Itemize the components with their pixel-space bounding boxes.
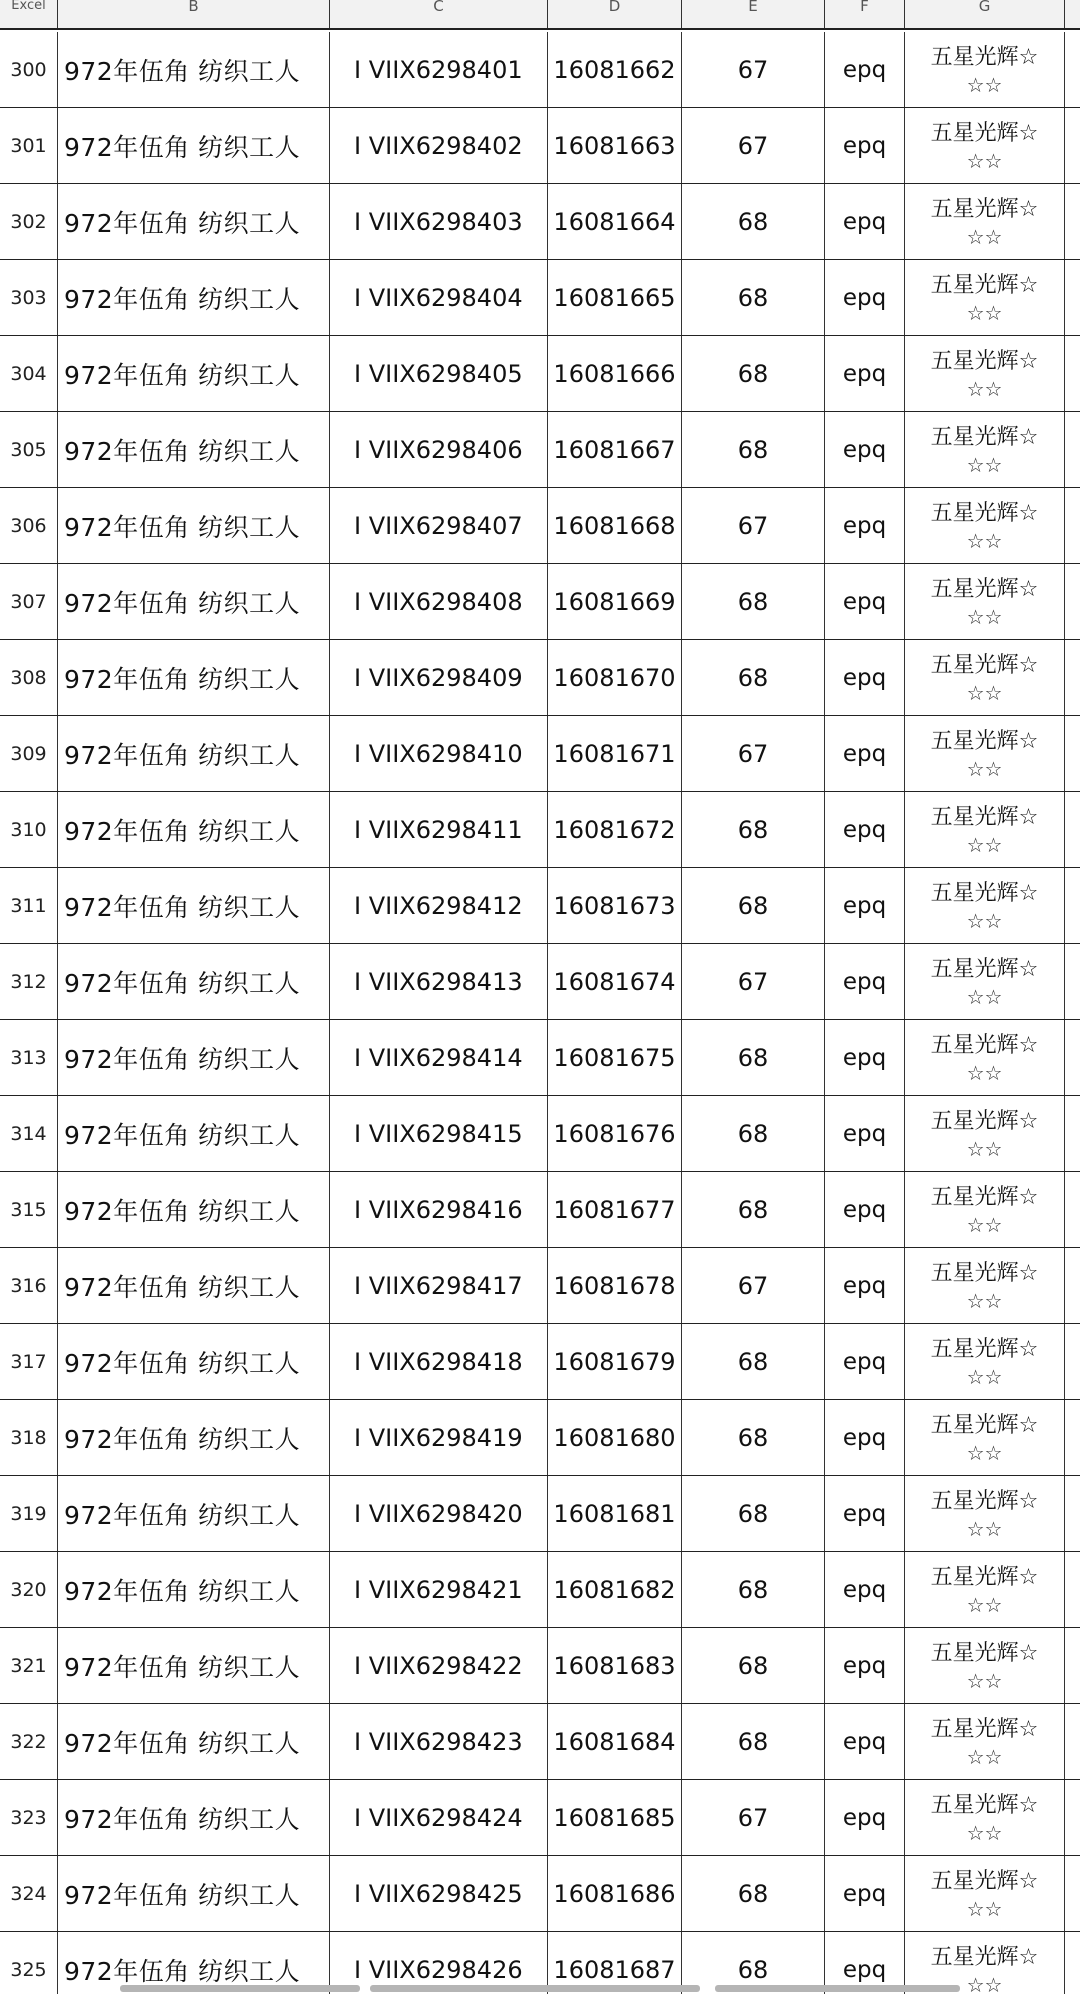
- cell-f-tag[interactable]: epq: [825, 1020, 905, 1095]
- cell-d-code[interactable]: 16081685: [548, 1780, 682, 1855]
- cell-d-code[interactable]: 16081671: [548, 716, 682, 791]
- cell-b-description[interactable]: 972年伍角 纺织工人: [58, 716, 330, 791]
- rating-stars: ☆☆: [966, 300, 1003, 325]
- cell-e-grade[interactable]: 68: [682, 1400, 825, 1475]
- horizontal-scrollbar-segment[interactable]: [370, 1985, 700, 1992]
- table-row: [0, 1400, 1080, 1476]
- table-row: [0, 412, 1080, 488]
- cell-h[interactable]: [1065, 792, 1080, 867]
- rating-label: 五星光辉☆: [930, 500, 1039, 526]
- cell-d-code[interactable]: 16081669: [548, 564, 682, 639]
- row-number[interactable]: 301: [0, 108, 58, 183]
- table-row: [0, 260, 1080, 336]
- cell-e-grade[interactable]: 67: [682, 1780, 825, 1855]
- rating-label: 五星光辉☆: [930, 1868, 1039, 1894]
- cell-d-code[interactable]: 16081680: [548, 1400, 682, 1475]
- cell-c-serial[interactable]: I VIIX6298419: [330, 1400, 548, 1475]
- cell-c-serial[interactable]: I VIIX6298420: [330, 1476, 548, 1551]
- cell-d-code[interactable]: 16081665: [548, 260, 682, 335]
- cell-h[interactable]: [1065, 1628, 1080, 1703]
- cell-b-description[interactable]: 972年伍角 纺织工人: [58, 1780, 330, 1855]
- cell-f-tag[interactable]: epq: [825, 1932, 905, 1994]
- rating-label: 五星光辉☆: [930, 956, 1039, 982]
- table-row: [0, 32, 1080, 108]
- rating-label: 五星光辉☆: [930, 44, 1039, 70]
- cell-g-rating[interactable]: [905, 412, 1065, 487]
- cell-g-rating[interactable]: [905, 1552, 1065, 1627]
- table-row: [0, 336, 1080, 412]
- cell-h[interactable]: [1065, 1400, 1080, 1475]
- cell-c-serial[interactable]: I VIIX6298403: [330, 184, 548, 259]
- rating-stars: ☆☆: [966, 1212, 1003, 1237]
- cell-g-rating[interactable]: [905, 184, 1065, 259]
- cell-b-description[interactable]: 972年伍角 纺织工人: [58, 1704, 330, 1779]
- cell-h[interactable]: [1065, 868, 1080, 943]
- cell-b-description[interactable]: 972年伍角 纺织工人: [58, 1172, 330, 1247]
- table-row: [0, 1704, 1080, 1780]
- cell-d-code[interactable]: 16081662: [548, 32, 682, 107]
- table-row: [0, 1096, 1080, 1172]
- cell-h[interactable]: [1065, 1932, 1080, 1994]
- cell-g-rating[interactable]: [905, 868, 1065, 943]
- cell-d-code[interactable]: 16081677: [548, 1172, 682, 1247]
- row-number[interactable]: 309: [0, 716, 58, 791]
- row-number[interactable]: 307: [0, 564, 58, 639]
- row-number[interactable]: 304: [0, 336, 58, 411]
- rating-label: 五星光辉☆: [930, 1488, 1039, 1514]
- cell-f-tag[interactable]: epq: [825, 1856, 905, 1931]
- cell-b-description[interactable]: 972年伍角 纺织工人: [58, 1552, 330, 1627]
- rating-label: 五星光辉☆: [930, 1412, 1039, 1438]
- cell-h[interactable]: [1065, 1096, 1080, 1171]
- column-header-bar: [0, 0, 1080, 30]
- rating-label: 五星光辉☆: [930, 424, 1039, 450]
- cell-e-grade[interactable]: 68: [682, 1704, 825, 1779]
- cell-h[interactable]: [1065, 412, 1080, 487]
- rating-stars: ☆☆: [966, 1744, 1003, 1769]
- cell-c-serial[interactable]: I VIIX6298423: [330, 1704, 548, 1779]
- cell-g-rating[interactable]: [905, 32, 1065, 107]
- cell-b-description[interactable]: 972年伍角 纺织工人: [58, 32, 330, 107]
- table-row: [0, 564, 1080, 640]
- row-number[interactable]: 324: [0, 1856, 58, 1931]
- rating-label: 五星光辉☆: [930, 120, 1039, 146]
- cell-h[interactable]: [1065, 32, 1080, 107]
- rating-stars: ☆☆: [966, 1136, 1003, 1161]
- cell-b-description[interactable]: 972年伍角 纺织工人: [58, 564, 330, 639]
- cell-e-grade[interactable]: 67: [682, 108, 825, 183]
- rating-label: 五星光辉☆: [930, 1716, 1039, 1742]
- cell-f-tag[interactable]: epq: [825, 184, 905, 259]
- cell-b-description[interactable]: 972年伍角 纺织工人: [58, 1476, 330, 1551]
- cell-h[interactable]: [1065, 564, 1080, 639]
- cell-c-serial[interactable]: I VIIX6298401: [330, 32, 548, 107]
- cell-g-rating[interactable]: [905, 1400, 1065, 1475]
- cell-e-grade[interactable]: 68: [682, 184, 825, 259]
- cell-b-description[interactable]: 972年伍角 纺织工人: [58, 336, 330, 411]
- row-number[interactable]: 314: [0, 1096, 58, 1171]
- cell-e-grade[interactable]: 68: [682, 564, 825, 639]
- cell-h[interactable]: [1065, 944, 1080, 1019]
- table-row: [0, 1856, 1080, 1932]
- cell-f-tag[interactable]: epq: [825, 640, 905, 715]
- cell-b-description[interactable]: 972年伍角 纺织工人: [58, 184, 330, 259]
- cell-h[interactable]: [1065, 640, 1080, 715]
- column-header-c[interactable]: C: [330, 0, 548, 28]
- cell-e-grade[interactable]: 68: [682, 1324, 825, 1399]
- cell-c-serial[interactable]: I VIIX6298409: [330, 640, 548, 715]
- cell-d-code[interactable]: 16081683: [548, 1628, 682, 1703]
- rating-stars: ☆☆: [966, 680, 1003, 705]
- cell-g-rating[interactable]: [905, 1780, 1065, 1855]
- cell-c-serial[interactable]: I VIIX6298415: [330, 1096, 548, 1171]
- cell-e-grade[interactable]: 68: [682, 1552, 825, 1627]
- row-number[interactable]: 316: [0, 1248, 58, 1323]
- cell-f-tag[interactable]: epq: [825, 1248, 905, 1323]
- rating-stars: ☆☆: [966, 376, 1003, 401]
- rating-label: 五星光辉☆: [930, 1108, 1039, 1134]
- cell-d-code[interactable]: 16081682: [548, 1552, 682, 1627]
- cell-g-rating[interactable]: [905, 944, 1065, 1019]
- rating-label: 五星光辉☆: [930, 1640, 1039, 1666]
- row-number[interactable]: 321: [0, 1628, 58, 1703]
- cell-b-description[interactable]: 972年伍角 纺织工人: [58, 488, 330, 563]
- cell-d-code[interactable]: 16081673: [548, 868, 682, 943]
- table-row: [0, 1780, 1080, 1856]
- row-number[interactable]: 311: [0, 868, 58, 943]
- cell-f-tag[interactable]: epq: [825, 1628, 905, 1703]
- cell-g-rating[interactable]: [905, 1096, 1065, 1171]
- cell-e-grade[interactable]: 67: [682, 716, 825, 791]
- cell-d-code[interactable]: 16081675: [548, 1020, 682, 1095]
- column-header-d[interactable]: D: [548, 0, 682, 28]
- cell-b-description[interactable]: 972年伍角 纺织工人: [58, 108, 330, 183]
- cell-b-description[interactable]: 972年伍角 纺织工人: [58, 1020, 330, 1095]
- cell-c-serial[interactable]: I VIIX6298414: [330, 1020, 548, 1095]
- cell-b-description[interactable]: 972年伍角 纺织工人: [58, 868, 330, 943]
- cell-h[interactable]: [1065, 1020, 1080, 1095]
- column-header-b[interactable]: B: [58, 0, 330, 28]
- cell-b-description[interactable]: 972年伍角 纺织工人: [58, 1856, 330, 1931]
- cell-b-description[interactable]: 972年伍角 纺织工人: [58, 412, 330, 487]
- cell-d-code[interactable]: 16081678: [548, 1248, 682, 1323]
- rating-stars: ☆☆: [966, 528, 1003, 553]
- rating-stars: ☆☆: [966, 1060, 1003, 1085]
- row-number[interactable]: 305: [0, 412, 58, 487]
- cell-f-tag[interactable]: epq: [825, 32, 905, 107]
- cell-d-code[interactable]: 16081666: [548, 336, 682, 411]
- cell-e-grade[interactable]: 68: [682, 1932, 825, 1994]
- cell-f-tag[interactable]: epq: [825, 564, 905, 639]
- cell-d-code[interactable]: 16081674: [548, 944, 682, 1019]
- row-number[interactable]: 302: [0, 184, 58, 259]
- table-row: [0, 868, 1080, 944]
- row-number[interactable]: 303: [0, 260, 58, 335]
- cell-d-code[interactable]: 16081684: [548, 1704, 682, 1779]
- cell-b-description[interactable]: 972年伍角 纺织工人: [58, 1628, 330, 1703]
- row-number[interactable]: 312: [0, 944, 58, 1019]
- cell-f-tag[interactable]: epq: [825, 108, 905, 183]
- row-number[interactable]: 320: [0, 1552, 58, 1627]
- cell-g-rating[interactable]: [905, 1172, 1065, 1247]
- row-number[interactable]: 315: [0, 1172, 58, 1247]
- cell-h[interactable]: [1065, 716, 1080, 791]
- cell-g-rating[interactable]: [905, 1704, 1065, 1779]
- row-number[interactable]: 318: [0, 1400, 58, 1475]
- cell-d-code[interactable]: 16081686: [548, 1856, 682, 1931]
- cell-e-grade[interactable]: 68: [682, 640, 825, 715]
- row-number[interactable]: 319: [0, 1476, 58, 1551]
- cell-e-grade[interactable]: 68: [682, 260, 825, 335]
- cell-f-tag[interactable]: epq: [825, 1552, 905, 1627]
- cell-c-serial[interactable]: I VIIX6298412: [330, 868, 548, 943]
- rating-stars: ☆☆: [966, 604, 1003, 629]
- cell-h[interactable]: [1065, 108, 1080, 183]
- cell-g-rating[interactable]: [905, 1248, 1065, 1323]
- table-row: [0, 792, 1080, 868]
- table-row: [0, 1324, 1080, 1400]
- cell-c-serial[interactable]: I VIIX6298408: [330, 564, 548, 639]
- cell-f-tag[interactable]: epq: [825, 1704, 905, 1779]
- column-header-f[interactable]: F: [825, 0, 905, 28]
- rating-label: 五星光辉☆: [930, 272, 1039, 298]
- cell-h[interactable]: [1065, 1552, 1080, 1627]
- cell-f-tag[interactable]: epq: [825, 792, 905, 867]
- cell-c-serial[interactable]: I VIIX6298402: [330, 108, 548, 183]
- cell-c-serial[interactable]: I VIIX6298413: [330, 944, 548, 1019]
- rating-label: 五星光辉☆: [930, 1564, 1039, 1590]
- rating-label: 五星光辉☆: [930, 576, 1039, 602]
- table-row: [0, 1172, 1080, 1248]
- column-header-e[interactable]: E: [682, 0, 825, 28]
- cell-g-rating[interactable]: [905, 260, 1065, 335]
- cell-c-serial[interactable]: I VIIX6298410: [330, 716, 548, 791]
- cell-f-tag[interactable]: epq: [825, 1780, 905, 1855]
- cell-c-serial[interactable]: I VIIX6298421: [330, 1552, 548, 1627]
- rating-stars: ☆☆: [966, 1440, 1003, 1465]
- rating-label: 五星光辉☆: [930, 1032, 1039, 1058]
- rating-stars: ☆☆: [966, 452, 1003, 477]
- row-number[interactable]: 313: [0, 1020, 58, 1095]
- table-row: [0, 1020, 1080, 1096]
- rating-stars: ☆☆: [966, 72, 1003, 97]
- row-number[interactable]: 322: [0, 1704, 58, 1779]
- cell-f-tag[interactable]: epq: [825, 412, 905, 487]
- cell-c-serial[interactable]: I VIIX6298407: [330, 488, 548, 563]
- cell-e-grade[interactable]: 68: [682, 1476, 825, 1551]
- cell-h[interactable]: [1065, 1476, 1080, 1551]
- cell-d-code[interactable]: 16081676: [548, 1096, 682, 1171]
- rating-stars: ☆☆: [966, 148, 1003, 173]
- rating-stars: ☆☆: [966, 1364, 1003, 1389]
- cell-c-serial[interactable]: I VIIX6298411: [330, 792, 548, 867]
- cell-e-grade[interactable]: 68: [682, 868, 825, 943]
- cell-b-description[interactable]: 972年伍角 纺织工人: [58, 1400, 330, 1475]
- cell-f-tag[interactable]: epq: [825, 944, 905, 1019]
- rating-label: 五星光辉☆: [930, 196, 1039, 222]
- cell-f-tag[interactable]: epq: [825, 1172, 905, 1247]
- cell-f-tag[interactable]: epq: [825, 1476, 905, 1551]
- table-row: [0, 716, 1080, 792]
- row-number[interactable]: 317: [0, 1324, 58, 1399]
- rating-stars: ☆☆: [966, 756, 1003, 781]
- row-number[interactable]: 310: [0, 792, 58, 867]
- cell-g-rating[interactable]: [905, 1324, 1065, 1399]
- rating-stars: ☆☆: [966, 1592, 1003, 1617]
- rating-label: 五星光辉☆: [930, 1184, 1039, 1210]
- rating-label: 五星光辉☆: [930, 1336, 1039, 1362]
- rating-stars: ☆☆: [966, 1896, 1003, 1921]
- cell-g-rating[interactable]: [905, 1476, 1065, 1551]
- cell-e-grade[interactable]: 67: [682, 32, 825, 107]
- cell-b-description[interactable]: 972年伍角 纺织工人: [58, 1248, 330, 1323]
- rating-label: 五星光辉☆: [930, 728, 1039, 754]
- row-number[interactable]: 308: [0, 640, 58, 715]
- cell-f-tag[interactable]: epq: [825, 488, 905, 563]
- cell-g-rating[interactable]: [905, 1856, 1065, 1931]
- cell-e-grade[interactable]: 68: [682, 1856, 825, 1931]
- cell-c-serial[interactable]: I VIIX6298418: [330, 1324, 548, 1399]
- cell-e-grade[interactable]: 68: [682, 412, 825, 487]
- cell-h[interactable]: [1065, 1248, 1080, 1323]
- cell-g-rating[interactable]: [905, 564, 1065, 639]
- cell-b-description[interactable]: 972年伍角 纺织工人: [58, 1324, 330, 1399]
- table-row: [0, 944, 1080, 1020]
- row-number[interactable]: 300: [0, 32, 58, 107]
- cell-f-tag[interactable]: epq: [825, 1324, 905, 1399]
- rating-stars: ☆☆: [966, 1972, 1003, 1994]
- cell-f-tag[interactable]: epq: [825, 868, 905, 943]
- rating-label: 五星光辉☆: [930, 880, 1039, 906]
- cell-d-code[interactable]: 16081672: [548, 792, 682, 867]
- rating-label: 五星光辉☆: [930, 1260, 1039, 1286]
- cell-e-grade[interactable]: 68: [682, 792, 825, 867]
- cell-h[interactable]: [1065, 184, 1080, 259]
- cell-g-rating[interactable]: [905, 108, 1065, 183]
- cell-h[interactable]: [1065, 1780, 1080, 1855]
- cell-g-rating[interactable]: [905, 488, 1065, 563]
- rating-stars: ☆☆: [966, 1820, 1003, 1845]
- cell-h[interactable]: [1065, 488, 1080, 563]
- cell-f-tag[interactable]: epq: [825, 1400, 905, 1475]
- horizontal-scrollbar-segment[interactable]: [715, 1985, 960, 1992]
- cell-g-rating[interactable]: [905, 640, 1065, 715]
- cell-e-grade[interactable]: 68: [682, 336, 825, 411]
- cell-c-serial[interactable]: I VIIX6298422: [330, 1628, 548, 1703]
- cell-f-tag[interactable]: epq: [825, 260, 905, 335]
- cell-b-description[interactable]: 972年伍角 纺织工人: [58, 792, 330, 867]
- cell-d-code[interactable]: 16081663: [548, 108, 682, 183]
- column-header-g[interactable]: G: [905, 0, 1065, 28]
- cell-d-code[interactable]: 16081687: [548, 1932, 682, 1994]
- row-number[interactable]: 306: [0, 488, 58, 563]
- cell-b-description[interactable]: 972年伍角 纺织工人: [58, 640, 330, 715]
- cell-d-code[interactable]: 16081667: [548, 412, 682, 487]
- cell-g-rating[interactable]: [905, 336, 1065, 411]
- table-row: [0, 1552, 1080, 1628]
- cell-e-grade[interactable]: 68: [682, 1096, 825, 1171]
- table-row: [0, 640, 1080, 716]
- cell-e-grade[interactable]: 68: [682, 1628, 825, 1703]
- row-header-corner[interactable]: Excel: [0, 0, 58, 28]
- table-row: [0, 184, 1080, 260]
- cell-c-serial[interactable]: I VIIX6298417: [330, 1248, 548, 1323]
- rating-stars: ☆☆: [966, 224, 1003, 249]
- cell-c-serial[interactable]: I VIIX6298404: [330, 260, 548, 335]
- row-number[interactable]: 323: [0, 1780, 58, 1855]
- cell-c-serial[interactable]: I VIIX6298405: [330, 336, 548, 411]
- rating-stars: ☆☆: [966, 984, 1003, 1009]
- rating-label: 五星光辉☆: [930, 652, 1039, 678]
- rating-stars: ☆☆: [966, 832, 1003, 857]
- table-row: [0, 108, 1080, 184]
- cell-c-serial[interactable]: I VIIX6298425: [330, 1856, 548, 1931]
- cell-g-rating[interactable]: [905, 1020, 1065, 1095]
- cell-h[interactable]: [1065, 1324, 1080, 1399]
- rating-label: 五星光辉☆: [930, 1792, 1039, 1818]
- cell-b-description[interactable]: 972年伍角 纺织工人: [58, 1932, 330, 1994]
- rating-stars: ☆☆: [966, 1516, 1003, 1541]
- table-row: [0, 1628, 1080, 1704]
- cell-f-tag[interactable]: epq: [825, 1096, 905, 1171]
- cell-g-rating[interactable]: [905, 792, 1065, 867]
- rating-stars: ☆☆: [966, 1288, 1003, 1313]
- cell-d-code[interactable]: 16081668: [548, 488, 682, 563]
- row-number[interactable]: 325: [0, 1932, 58, 1994]
- cell-g-rating[interactable]: [905, 716, 1065, 791]
- cell-h[interactable]: [1065, 260, 1080, 335]
- table-row: [0, 1248, 1080, 1324]
- cell-d-code[interactable]: 16081679: [548, 1324, 682, 1399]
- cell-d-code[interactable]: 16081681: [548, 1476, 682, 1551]
- cell-c-serial[interactable]: I VIIX6298426: [330, 1932, 548, 1994]
- cell-c-serial[interactable]: I VIIX6298406: [330, 412, 548, 487]
- cell-b-description[interactable]: 972年伍角 纺织工人: [58, 944, 330, 1019]
- cell-e-grade[interactable]: 68: [682, 1020, 825, 1095]
- cell-h[interactable]: [1065, 336, 1080, 411]
- cell-f-tag[interactable]: epq: [825, 716, 905, 791]
- horizontal-scrollbar-segment[interactable]: [120, 1985, 360, 1992]
- cell-h[interactable]: [1065, 1856, 1080, 1931]
- cell-b-description[interactable]: 972年伍角 纺织工人: [58, 260, 330, 335]
- cell-f-tag[interactable]: epq: [825, 336, 905, 411]
- cell-d-code[interactable]: 16081664: [548, 184, 682, 259]
- rating-stars: ☆☆: [966, 908, 1003, 933]
- cell-d-code[interactable]: 16081670: [548, 640, 682, 715]
- rating-stars: ☆☆: [966, 1668, 1003, 1693]
- rating-label: 五星光辉☆: [930, 348, 1039, 374]
- cell-b-description[interactable]: 972年伍角 纺织工人: [58, 1096, 330, 1171]
- cell-h[interactable]: [1065, 1172, 1080, 1247]
- table-row: [0, 1476, 1080, 1552]
- table-row: [0, 488, 1080, 564]
- cell-e-grade[interactable]: 67: [682, 1248, 825, 1323]
- cell-c-serial[interactable]: I VIIX6298416: [330, 1172, 548, 1247]
- cell-e-grade[interactable]: 68: [682, 1172, 825, 1247]
- cell-e-grade[interactable]: 67: [682, 488, 825, 563]
- cell-h[interactable]: [1065, 1704, 1080, 1779]
- rating-label: 五星光辉☆: [930, 1944, 1039, 1970]
- cell-g-rating[interactable]: [905, 1628, 1065, 1703]
- cell-e-grade[interactable]: 67: [682, 944, 825, 1019]
- rating-label: 五星光辉☆: [930, 804, 1039, 830]
- cell-c-serial[interactable]: I VIIX6298424: [330, 1780, 548, 1855]
